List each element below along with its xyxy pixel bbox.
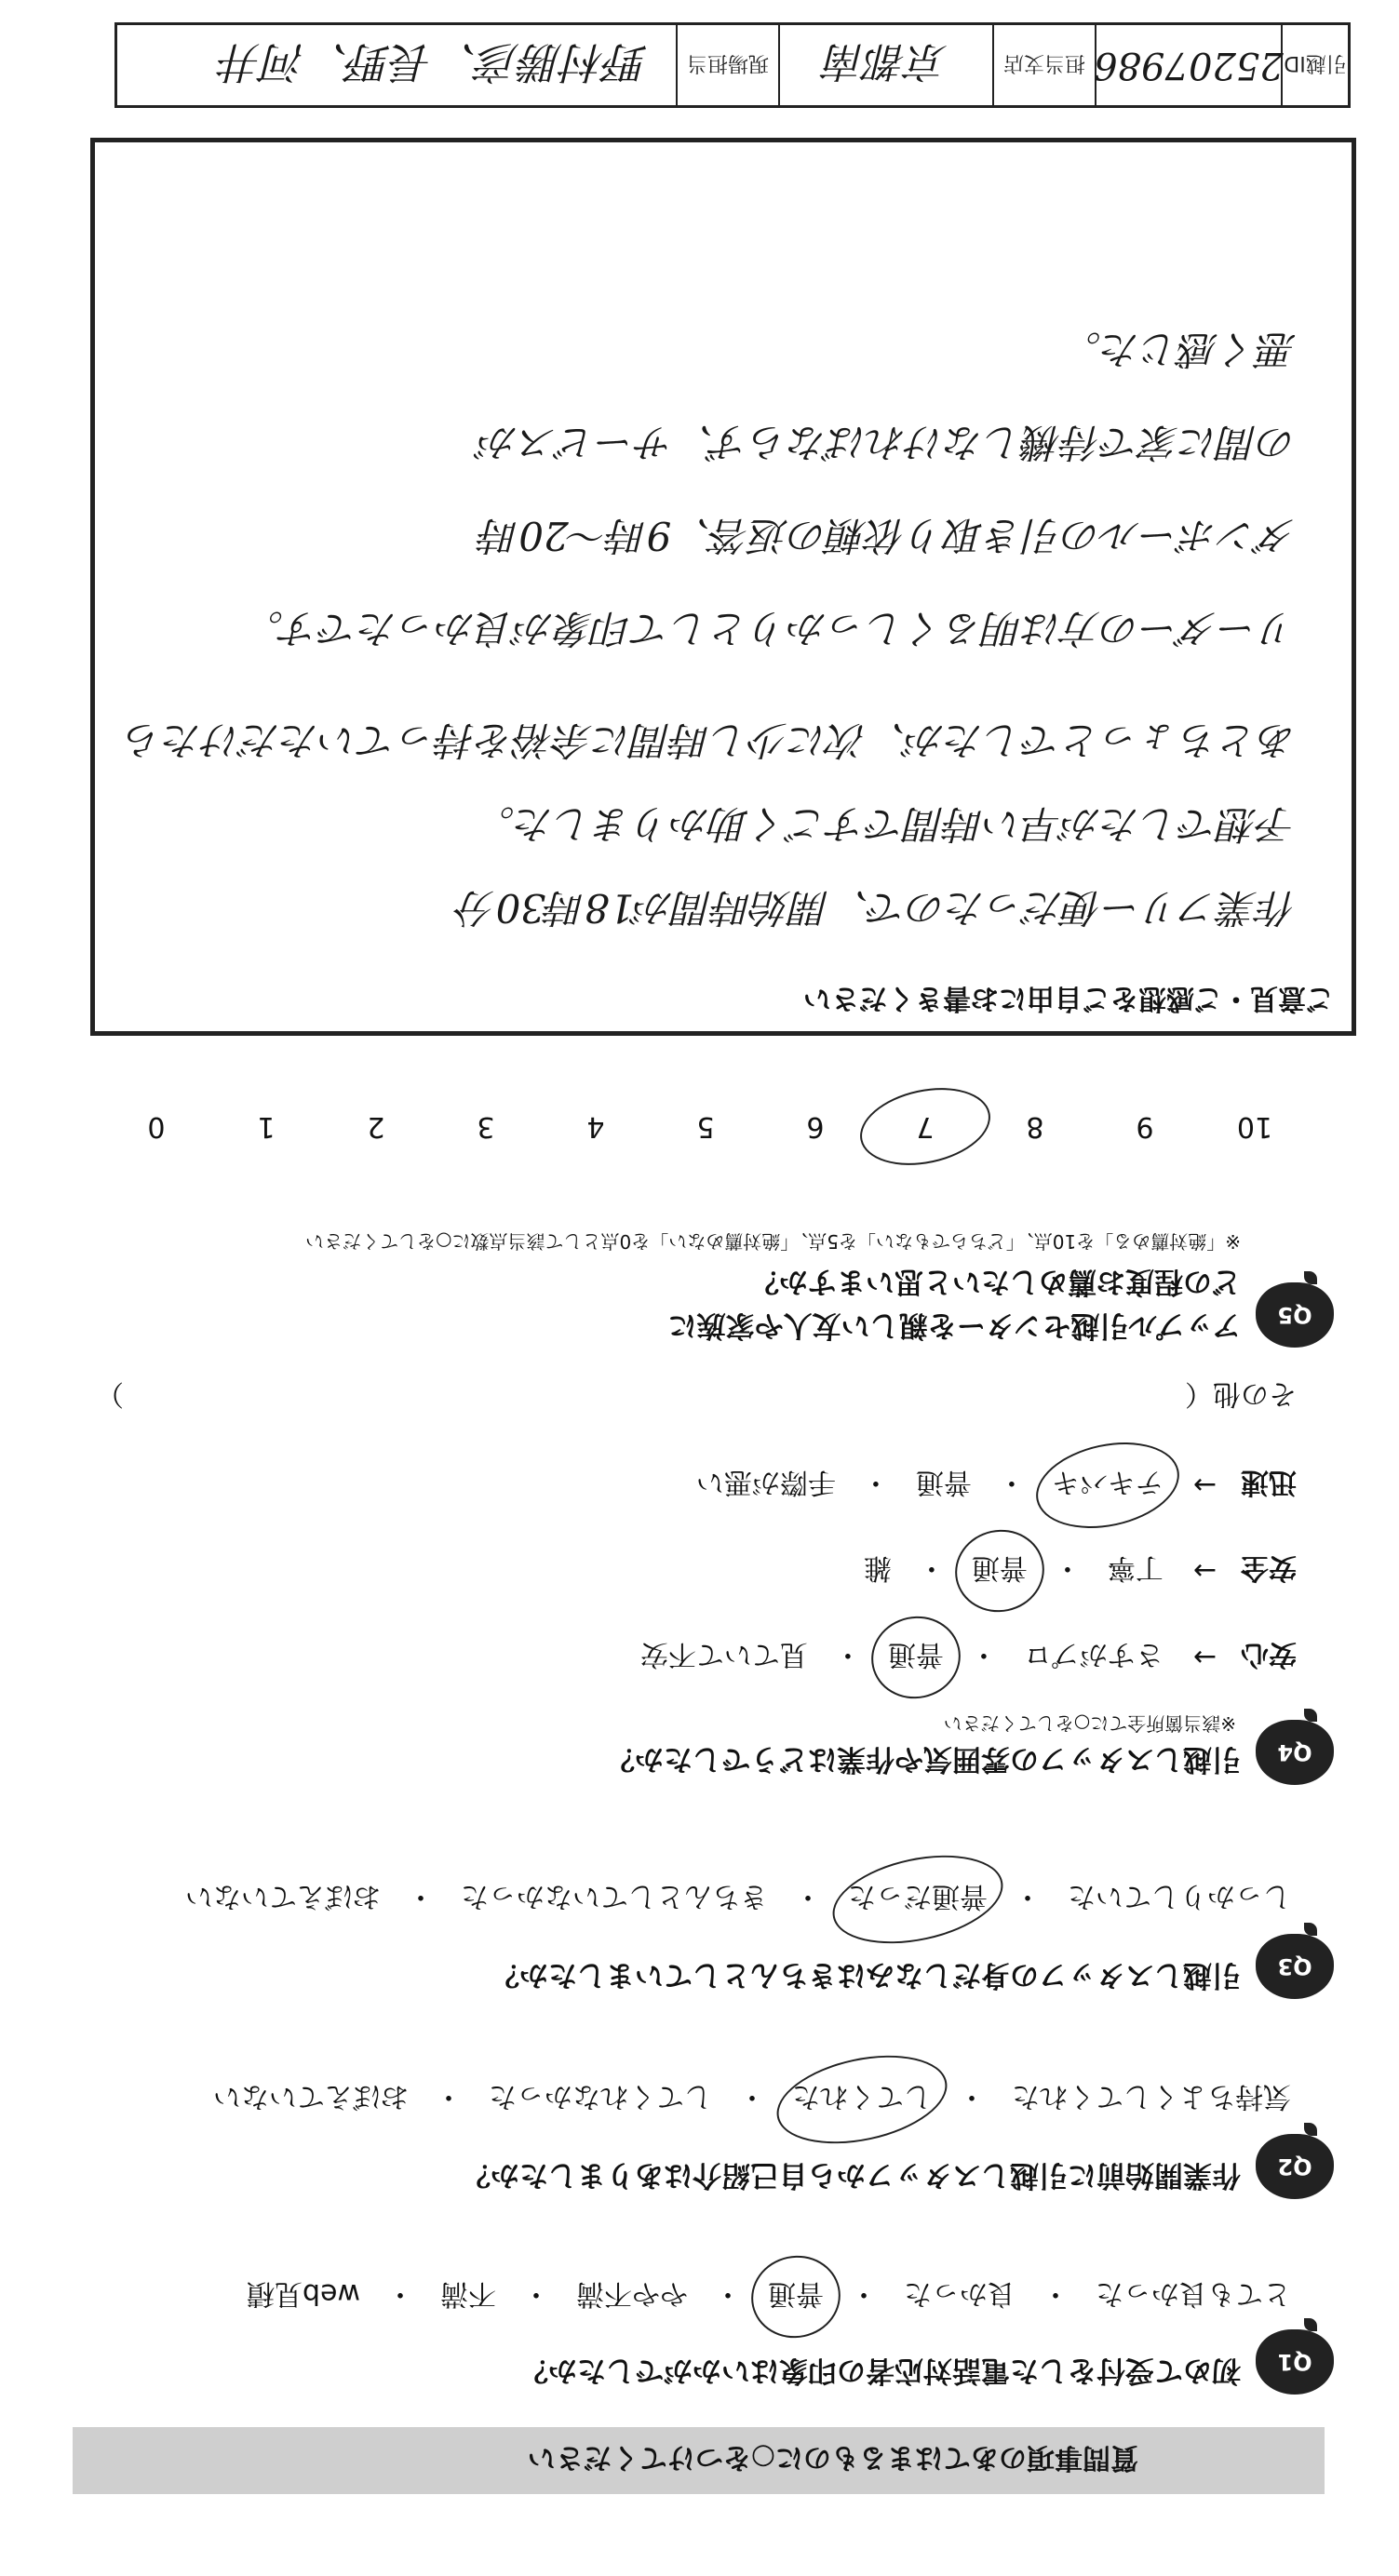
q5-text-line1: アップル引越センターを親しい友人や家族に bbox=[667, 1308, 1241, 1342]
q5-badge: Q5 bbox=[1256, 1282, 1334, 1348]
q4-row-anshin-label: 安心 bbox=[1241, 1638, 1297, 1670]
scale-10: 10 bbox=[1236, 1110, 1273, 1143]
q1-opt4: やや不満 bbox=[576, 2277, 688, 2310]
arrow-icon: → bbox=[1192, 1554, 1217, 1588]
staff-value: 野村勝彦、長野、河井 bbox=[220, 37, 648, 87]
id-label-cell bbox=[1281, 25, 1348, 105]
q2-options: 気持ちよくしてくれた ・ してくれた ・ してくれなかった ・ おぼえていない bbox=[208, 2079, 1297, 2120]
comment-line-7: 悪く感じた。 bbox=[1061, 327, 1297, 372]
q4-jinsoku-opt3: 手際が悪い bbox=[695, 1466, 836, 1498]
q2-badge: Q2 bbox=[1256, 2134, 1334, 2199]
scale-3: 3 bbox=[477, 1110, 495, 1143]
comment-line-2: 予想でしたが早い時間ですごく助かりました。 bbox=[475, 801, 1297, 847]
q4-anshin-opt3: 見ていて不安 bbox=[639, 1638, 808, 1670]
q1-text: 初めて受付をした電話対応者の印象はいかがでしたか？ bbox=[519, 2354, 1241, 2387]
q3-opt1: しっかりしていた bbox=[1068, 1880, 1291, 1912]
q4-anshin-opt2-selected: 普通 bbox=[882, 1637, 949, 1678]
q4-row-jinsoku-label: 迅速 bbox=[1241, 1466, 1297, 1498]
q3-text: 引越しスタッフの身だしなみはきちんとしていましたか？ bbox=[491, 1958, 1241, 1992]
q1-opt2: 良かった bbox=[904, 2277, 1016, 2310]
q4-badge: Q4 bbox=[1256, 1720, 1334, 1785]
comment-line-5: ダンボールの引き取り依頼の返答、9時〜20時 bbox=[479, 513, 1297, 558]
scale-2: 2 bbox=[367, 1110, 385, 1143]
instruction-text: 質問事項のあてはまるものに○をつけてください bbox=[527, 2441, 1138, 2474]
scale-8: 8 bbox=[1026, 1110, 1044, 1143]
branch-label-cell bbox=[992, 25, 1095, 105]
scale-1: 1 bbox=[257, 1110, 276, 1143]
q2-opt2-selected: してくれた bbox=[787, 2079, 937, 2120]
staff-label: 現場担当 bbox=[687, 51, 770, 75]
q4-other-close: ） bbox=[96, 1377, 124, 1410]
branch-value: 京都南 bbox=[825, 37, 948, 85]
q2-text: 作業開始前に引越しスタッフから自己紹介はありましたか？ bbox=[462, 2158, 1241, 2192]
q4-jinsoku-opt2: 普通 bbox=[915, 1466, 972, 1498]
q4-row-jinsoku: 迅速 → テキパキ ・ 普通 ・ 手際が悪い bbox=[691, 1465, 1297, 1506]
comment-line-6: の間に家で待機しなければならず、サービスが bbox=[478, 420, 1297, 465]
comment-line-4: リーダーの方は明るくしっかりとして印象が良かったです。 bbox=[244, 606, 1297, 651]
id-label: 引越ID bbox=[1284, 51, 1347, 75]
q3-options: しっかりしていた ・ 普通だった ・ きちんとしていなかった ・ おぼえていない bbox=[180, 1879, 1297, 1920]
q3-opt4: おぼえていない bbox=[185, 1880, 381, 1912]
instruction-bar bbox=[73, 2427, 1325, 2494]
scale-7-selected: 7 bbox=[870, 1110, 980, 1143]
q5-scale bbox=[101, 1110, 1310, 1143]
id-value: 25207986 bbox=[1094, 44, 1284, 87]
q4-note: ※該当箇所全てに○をしてください bbox=[943, 1712, 1236, 1735]
q1-opt6: web見積 bbox=[246, 2277, 360, 2310]
q2-opt4: おぼえていない bbox=[213, 2080, 409, 2113]
q4-row-anzen: 安全 → 丁寧 ・ 普通 ・ 雑 bbox=[858, 1550, 1297, 1591]
comment-line-3: あとちょっとでしたが、次に少し時間に余裕を持っていただけたら bbox=[123, 718, 1297, 763]
scale-4: 4 bbox=[586, 1110, 605, 1143]
q4-jinsoku-opt1-selected: テキパキ bbox=[1046, 1465, 1169, 1506]
q4-anzen-opt2-selected: 普通 bbox=[966, 1550, 1033, 1591]
q1-badge: Q1 bbox=[1256, 2329, 1334, 2395]
header-table bbox=[114, 22, 1351, 108]
q5-note: ※「絶対薦める」を10点、「どちらでもない」を5点、「絶対薦めない」を0点として該当点数に○をしてください bbox=[305, 1230, 1241, 1253]
scale-6: 6 bbox=[806, 1110, 825, 1143]
comment-line-1: 作業フリー便だったので、開始時間が18時30分 bbox=[456, 885, 1297, 931]
q4-anshin-opt1: さすがプロ bbox=[1023, 1638, 1164, 1670]
q5-text-line2: どの程度お薦めしたいと思いますか？ bbox=[750, 1265, 1241, 1298]
arrow-icon: → bbox=[1192, 1641, 1217, 1674]
q4-anzen-opt3: 雑 bbox=[863, 1551, 892, 1584]
q2-opt3: してくれなかった bbox=[489, 2080, 712, 2113]
q4-other-label: その他（ bbox=[1185, 1377, 1297, 1410]
branch-label: 担当支店 bbox=[1003, 51, 1086, 75]
staff-value-cell bbox=[117, 25, 676, 105]
scale-0: 0 bbox=[147, 1110, 166, 1143]
q4-row-anshin: 安心 → さすがプロ ・ 普通 ・ 見ていて不安 bbox=[635, 1637, 1297, 1678]
scale-9: 9 bbox=[1136, 1110, 1154, 1143]
q4-anzen-opt1: 丁寧 bbox=[1107, 1551, 1164, 1584]
staff-label-cell bbox=[676, 25, 778, 105]
q2-opt1: 気持ちよくしてくれた bbox=[1012, 2080, 1291, 2113]
comment-title: ご意見・ご感想をご自由にお書きください bbox=[803, 982, 1334, 1014]
branch-value-cell bbox=[778, 25, 992, 105]
q3-opt3: きちんとしていなかった bbox=[461, 1880, 768, 1912]
q4-row-anzen-label: 安全 bbox=[1241, 1551, 1297, 1584]
q4-text: 引越しスタッフの雰囲気や作業はどうでしたか？ bbox=[606, 1742, 1241, 1776]
arrow-icon: → bbox=[1192, 1469, 1217, 1502]
q3-opt2-selected: 普通だった bbox=[842, 1879, 993, 1920]
q4-other-row bbox=[96, 1376, 1297, 1417]
q1-opt5: 不満 bbox=[440, 2277, 496, 2310]
id-value-cell bbox=[1094, 25, 1284, 105]
q1-opt3-selected: 普通 bbox=[762, 2276, 829, 2317]
scale-5: 5 bbox=[696, 1110, 715, 1143]
q3-badge: Q3 bbox=[1256, 1934, 1334, 1999]
q1-options: とても良かった ・ 良かった ・ 普通 ・ やや不満 ・ 不満 ・ web見積 bbox=[241, 2276, 1297, 2317]
q1-opt1: とても良かった bbox=[1096, 2277, 1291, 2310]
